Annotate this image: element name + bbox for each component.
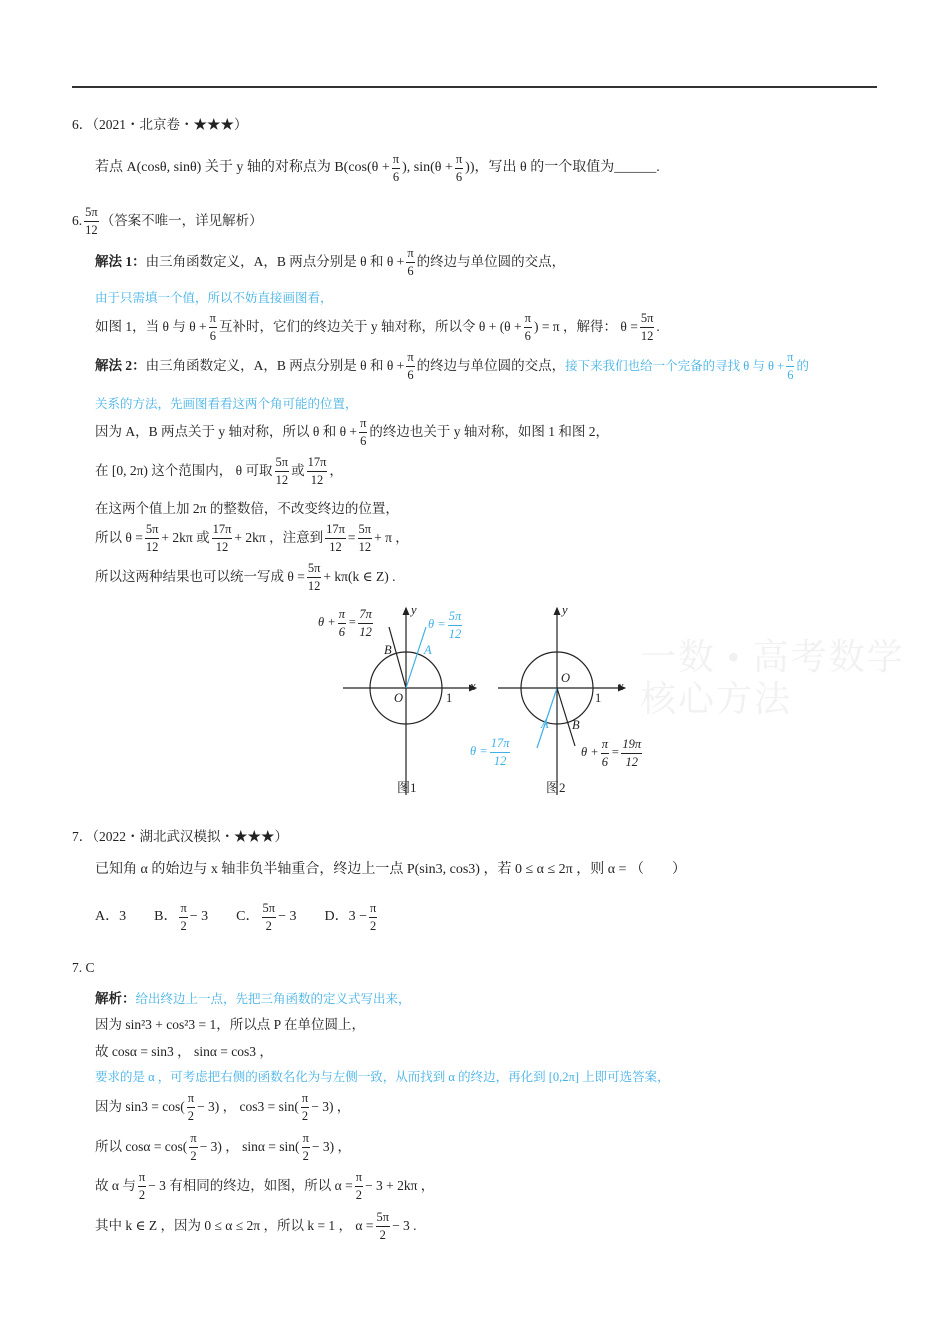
- fraction-denominator: 2: [355, 1187, 362, 1202]
- text-run: + kπ(k ∈ Z) .: [323, 569, 396, 585]
- fig2-unit-label: 1: [595, 690, 602, 705]
- text-run: 7. C: [72, 960, 95, 976]
- fig2-angle-b-label: [581, 738, 644, 768]
- q7-stem: [95, 862, 686, 878]
- text-run: 或: [291, 463, 305, 479]
- fraction: [376, 1211, 391, 1241]
- fraction-numerator: π: [406, 247, 414, 263]
- fraction-denominator: 12: [625, 754, 639, 769]
- hint-text: 要求的是 α ，可考虑把右侧的函数名化为与左侧一致，从而找到 α 的终边，再化到 [0,2π] 上即可选答案，: [95, 1069, 670, 1084]
- text-run: A．3 B．: [95, 908, 178, 924]
- text-run: 7．（2022・湖北武汉模拟・★★★）: [72, 829, 288, 845]
- text-run: 互补时，它们的终边关于 y 轴对称，所以令 θ + (θ +: [218, 319, 522, 335]
- fraction-denominator: 2: [265, 918, 272, 933]
- fraction-numerator: 5π: [262, 902, 277, 918]
- fraction-numerator: 17π: [212, 523, 233, 539]
- fraction-denominator: 6: [392, 169, 400, 184]
- fraction-numerator: 19π: [621, 738, 642, 754]
- text-run: 由三角函数定义，A，B 两点分别是 θ 和 θ +: [145, 358, 405, 374]
- fraction-denominator: 6: [209, 328, 216, 343]
- fraction-denominator: 6: [601, 754, 608, 769]
- fraction-numerator: π: [601, 738, 609, 754]
- fraction-numerator: 5π: [376, 1211, 391, 1227]
- text-run: − 3 .: [392, 1218, 417, 1234]
- fraction: [189, 1132, 197, 1162]
- watermark: 一数 • 高考数学核心方法: [640, 637, 905, 719]
- fraction: [338, 608, 346, 638]
- text-run: 故 α 与: [95, 1178, 136, 1194]
- fraction-denominator: 6: [360, 433, 367, 448]
- text-run: 因为 sin3 = cos(: [95, 1099, 185, 1115]
- fraction-denominator: 12: [358, 539, 372, 554]
- fraction-denominator: 2: [370, 918, 377, 933]
- fraction-denominator: 2: [379, 1227, 386, 1242]
- fig2-point-a: A: [541, 716, 549, 731]
- fig1-angle-b-label: [318, 608, 375, 638]
- text-run: 若点 A(cosθ, sinθ) 关于 y 轴的对称点为 B(cos(θ +: [95, 159, 390, 175]
- fraction: [187, 1092, 195, 1122]
- fraction-numerator: 5π: [358, 523, 373, 539]
- fraction-numerator: π: [301, 1092, 309, 1108]
- text-run: 所以这两种结果也可以统一写成 θ =: [95, 569, 305, 585]
- text-run: ))，写出 θ 的一个取值为______.: [465, 159, 660, 175]
- fraction-numerator: 5π: [275, 456, 290, 472]
- text-run: − 3) ， sinα = sin(: [199, 1139, 300, 1155]
- fraction-denominator: 6: [455, 169, 463, 184]
- fraction-denominator: 2: [302, 1148, 309, 1163]
- fraction-numerator: π: [189, 1132, 197, 1148]
- a7-line: [95, 1132, 351, 1162]
- text-run: + 2kπ 或: [161, 530, 210, 546]
- fraction: [490, 737, 511, 767]
- fraction-numerator: π: [138, 1171, 146, 1187]
- text-run: （答案不唯一，详见解析）: [100, 213, 263, 229]
- text-run: − 3) ， cos3 = sin(: [197, 1099, 299, 1115]
- fraction-denominator: 12: [85, 222, 98, 237]
- fig2-angle-a-label: [470, 737, 512, 767]
- fraction-denominator: 2: [138, 1187, 146, 1202]
- a7-line: [95, 1044, 273, 1060]
- text-run: − 3 D．3 −: [278, 908, 367, 924]
- text-run: ，: [329, 463, 343, 479]
- text-run: − 3 + 2kπ ，: [365, 1178, 435, 1194]
- fig1-point-a: A: [424, 642, 432, 657]
- a7-answer: [72, 960, 95, 976]
- a7-line: [95, 991, 411, 1007]
- text-run: 所以 θ =: [95, 530, 143, 546]
- text-run: 因为 sin²3 + cos²3 = 1，所以点 P 在单位圆上，: [95, 1017, 365, 1033]
- fraction-numerator: π: [179, 902, 187, 918]
- fraction-numerator: 17π: [307, 456, 328, 472]
- text-run: 其中 k ∈ Z ，因为 0 ≤ α ≤ 2π ，所以 k = 1 ， α =: [95, 1218, 374, 1234]
- fraction-denominator: 12: [310, 472, 324, 487]
- fig2-y-label: y: [562, 602, 568, 617]
- fraction: [369, 902, 377, 932]
- hint-text: 的: [796, 358, 809, 373]
- fig1-caption: 图1: [397, 780, 417, 795]
- fig1-y-label: y: [411, 602, 417, 617]
- fraction-numerator: π: [786, 351, 794, 367]
- fraction-numerator: 5π: [640, 312, 655, 328]
- text-run: + π ，: [374, 530, 409, 546]
- text-run: 的终边与单位圆的交点，: [416, 254, 566, 270]
- fraction-denominator: 2: [180, 918, 187, 933]
- text-run: 在 [0, 2π) 这个范围内， θ 可取: [95, 463, 273, 479]
- fraction-numerator: π: [338, 608, 346, 624]
- fraction-denominator: 6: [407, 263, 414, 278]
- fraction-numerator: 7π: [358, 608, 373, 624]
- fig2-origin: O: [561, 670, 571, 685]
- fraction-denominator: 12: [307, 578, 321, 593]
- text-run: 在这两个值上加 2π 的整数倍，不改变终边的位置，: [95, 501, 399, 517]
- a7-line: [95, 1092, 350, 1122]
- fraction-numerator: 5π: [307, 562, 322, 578]
- text-run: 如图 1，当 θ 与 θ +: [95, 319, 207, 335]
- fraction-denominator: 12: [359, 624, 372, 639]
- fraction-numerator: π: [359, 417, 367, 433]
- a7-line: [95, 1070, 670, 1084]
- terminal-side-a: [406, 627, 426, 688]
- fraction: [355, 1171, 363, 1201]
- fraction-denominator: 6: [338, 624, 345, 639]
- fraction-denominator: 12: [640, 328, 654, 343]
- text-run: 6.: [72, 213, 83, 229]
- a7-line: [95, 1171, 434, 1201]
- fraction-numerator: π: [524, 312, 532, 328]
- fraction-numerator: π: [302, 1132, 310, 1148]
- fig1-origin: O: [394, 690, 404, 705]
- hint-text: 给出终边上一点，先把三角函数的定义式写出来，: [135, 991, 411, 1006]
- fraction-numerator: 5π: [448, 610, 463, 626]
- fraction-denominator: 6: [787, 367, 794, 382]
- fraction: [621, 738, 642, 768]
- fraction: [448, 610, 463, 640]
- text-run: 6．（2021・北京卷・★★★）: [72, 117, 248, 133]
- fraction-denominator: 12: [215, 539, 229, 554]
- fig1-point-b: B: [384, 642, 392, 657]
- fraction: [601, 738, 609, 768]
- fraction-numerator: π: [355, 1171, 363, 1187]
- text-run: =: [610, 745, 620, 760]
- text-run: 所以 cosα = cos(: [95, 1139, 188, 1155]
- fraction-denominator: 12: [493, 753, 507, 768]
- fraction-numerator: π: [209, 312, 217, 328]
- fraction: [302, 1132, 310, 1162]
- fraction: [138, 1171, 146, 1201]
- text-run: θ +: [318, 615, 336, 630]
- text-run: .: [656, 319, 660, 335]
- text-run: 由三角函数定义，A，B 两点分别是 θ 和 θ +: [145, 254, 405, 270]
- fraction-numerator: π: [406, 351, 414, 367]
- text-run: 因为 A，B 两点关于 y 轴对称，所以 θ 和 θ +: [95, 424, 358, 440]
- fraction: [301, 1092, 309, 1122]
- fig2-point-b: B: [572, 717, 580, 732]
- fraction-numerator: π: [369, 902, 377, 918]
- fraction: [262, 902, 277, 932]
- fig1-angle-a-label: [428, 610, 464, 640]
- section-label: 解法 1：: [95, 254, 146, 270]
- fraction-numerator: 5π: [84, 206, 99, 222]
- fraction-denominator: 6: [524, 328, 531, 343]
- fraction: [358, 608, 373, 638]
- fig2-x-label: x: [618, 678, 624, 693]
- text-run: − 3 C．: [189, 908, 260, 924]
- a7-line: [95, 1211, 417, 1241]
- fraction-denominator: 2: [190, 1148, 197, 1163]
- text-run: ), sin(θ +: [402, 159, 453, 175]
- q7-header: [72, 829, 288, 845]
- text-run: 的终边也关于 y 轴对称，如图 1 和图 2，: [369, 424, 609, 440]
- text-run: =: [347, 615, 357, 630]
- fraction-denominator: 12: [275, 472, 289, 487]
- fraction-numerator: 17π: [490, 737, 511, 753]
- text-run: − 3 有相同的终边，如图，所以 α =: [148, 1178, 353, 1194]
- fraction-denominator: 12: [329, 539, 342, 554]
- fraction-numerator: 17π: [325, 523, 346, 539]
- terminal-side-b: [557, 688, 575, 746]
- section-label: 解法 2：: [95, 358, 146, 374]
- text-run: =: [347, 530, 356, 546]
- hint-text: θ =: [428, 617, 446, 632]
- hint-text: 关系的方法，先画图看看这两个角可能的位置，: [95, 396, 358, 411]
- a7-line: [95, 1017, 365, 1033]
- text-run: − 3) ，: [311, 1099, 351, 1115]
- fig1-unit-label: 1: [446, 690, 453, 705]
- fraction-denominator: 12: [145, 539, 159, 554]
- text-run: θ +: [581, 745, 599, 760]
- fraction: [179, 902, 187, 932]
- fraction-numerator: π: [392, 153, 400, 169]
- fraction-denominator: 12: [448, 626, 462, 641]
- fig1-x-label: x: [470, 678, 476, 693]
- hint-text: 接下来我们也给一个完备的寻找 θ 与 θ +: [565, 358, 785, 373]
- text-run: 故 cosα = sin3 ， sinα = cos3 ，: [95, 1044, 273, 1060]
- text-run: ) = π ，解得： θ =: [533, 319, 638, 335]
- text-run: − 3) ，: [311, 1139, 351, 1155]
- q7-options: [95, 902, 379, 932]
- fraction-numerator: π: [455, 153, 463, 169]
- hint-text: θ =: [470, 744, 488, 759]
- fraction-denominator: 2: [301, 1108, 309, 1123]
- text-run: 的终边与单位圆的交点，: [416, 358, 566, 374]
- section-label: 解析：: [95, 991, 136, 1007]
- fraction-denominator: 2: [187, 1108, 195, 1123]
- fraction-denominator: 6: [407, 367, 414, 382]
- hint-text: 由于只需填一个值，所以不妨直接画图看，: [95, 290, 333, 305]
- fig2-caption: 图2: [546, 780, 566, 795]
- fraction-numerator: 5π: [145, 523, 160, 539]
- text-run: 已知角 α 的始边与 x 轴非负半轴重合，终边上一点 P(sin3, cos3) ，若 0 ≤ α ≤ 2π ，则 α = （ ）: [95, 861, 686, 877]
- text-run: + 2kπ ，注意到: [234, 530, 324, 546]
- fraction-numerator: π: [187, 1092, 195, 1108]
